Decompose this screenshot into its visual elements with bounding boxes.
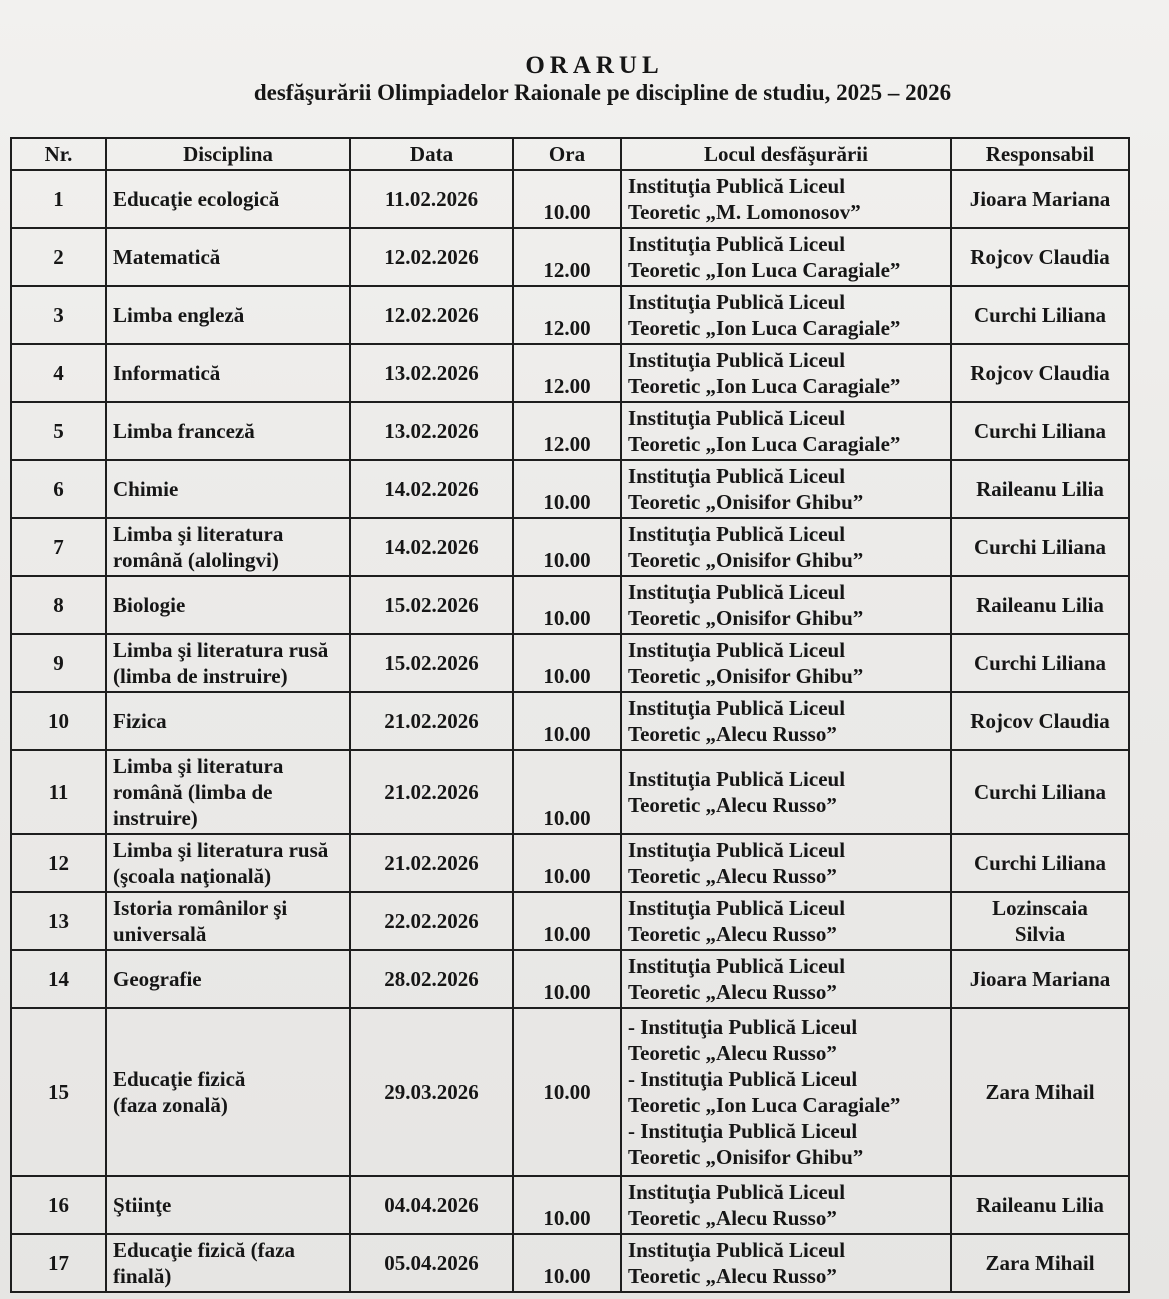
table-row bbox=[11, 344, 1129, 402]
cell-nr: 1 bbox=[11, 170, 106, 228]
cell-time: 12.00 bbox=[513, 344, 621, 402]
table-row bbox=[11, 692, 1129, 750]
table-row bbox=[11, 634, 1129, 692]
cell-location bbox=[621, 228, 951, 286]
table-row bbox=[11, 950, 1129, 1008]
table-row bbox=[11, 518, 1129, 576]
cell-line: Raileanu Lilia bbox=[976, 477, 1104, 501]
cell-time: 10.00 bbox=[513, 460, 621, 518]
cell-line: (limba de instruire) bbox=[113, 664, 288, 688]
cell-line: Educaţie fizică bbox=[113, 1067, 246, 1091]
cell-line: Matematică bbox=[113, 245, 221, 269]
cell-line: Instituţia Publică Liceul bbox=[628, 1238, 846, 1262]
cell-date: 13.02.2026 bbox=[350, 344, 513, 402]
cell-responsible bbox=[951, 634, 1129, 692]
cell-line: Teoretic „Alecu Russo” bbox=[628, 793, 837, 817]
cell-location bbox=[621, 834, 951, 892]
cell-line: Teoretic „Ion Luca Caragiale” bbox=[628, 432, 901, 456]
cell-discipline bbox=[106, 1176, 350, 1234]
cell-nr: 6 bbox=[11, 460, 106, 518]
cell-line: Instituţia Publică Liceul bbox=[628, 406, 846, 430]
cell-line: Zara Mihail bbox=[985, 1080, 1095, 1104]
cell-date: 12.02.2026 bbox=[350, 228, 513, 286]
cell-date: 21.02.2026 bbox=[350, 692, 513, 750]
cell-responsible bbox=[951, 950, 1129, 1008]
cell-line: Geografie bbox=[113, 967, 202, 991]
cell-responsible bbox=[951, 1008, 1129, 1176]
cell-time: 10.00 bbox=[513, 1008, 621, 1176]
cell-date: 04.04.2026 bbox=[350, 1176, 513, 1234]
cell-line: Zara Mihail bbox=[985, 1251, 1095, 1275]
cell-location bbox=[621, 750, 951, 834]
table-row bbox=[11, 576, 1129, 634]
cell-date: 22.02.2026 bbox=[350, 892, 513, 950]
cell-nr: 2 bbox=[11, 228, 106, 286]
document-subtitle: desfăşurării Olimpiadelor Raionale pe discipline de studiu, 2025 – 2026 bbox=[253, 80, 952, 105]
cell-date: 14.02.2026 bbox=[350, 518, 513, 576]
cell-discipline bbox=[106, 950, 350, 1008]
cell-line: Instituţia Publică Liceul bbox=[628, 838, 846, 862]
cell-line: instruire) bbox=[113, 806, 198, 830]
cell-line: Curchi Liliana bbox=[973, 535, 1107, 559]
cell-line: română (limba de bbox=[113, 780, 273, 804]
cell-time: 12.00 bbox=[513, 402, 621, 460]
cell-discipline bbox=[106, 692, 350, 750]
cell-location bbox=[621, 692, 951, 750]
cell-location bbox=[621, 1008, 951, 1176]
table-row bbox=[11, 170, 1129, 228]
cell-location bbox=[621, 634, 951, 692]
cell-responsible bbox=[951, 228, 1129, 286]
cell-location bbox=[621, 1176, 951, 1234]
cell-line: Teoretic „Ion Luca Caragiale” bbox=[628, 1093, 901, 1117]
table-row bbox=[11, 228, 1129, 286]
cell-time: 10.00 bbox=[513, 834, 621, 892]
document-title: ORARUL bbox=[525, 52, 664, 79]
cell-line: Limba şi literatura bbox=[113, 754, 284, 778]
cell-location bbox=[621, 892, 951, 950]
cell-line: Lozinscaia bbox=[992, 896, 1088, 920]
cell-line: Limba şi literatura bbox=[113, 522, 284, 546]
cell-line: Instituţia Publică Liceul bbox=[628, 696, 846, 720]
cell-line: Limba engleză bbox=[113, 303, 245, 327]
cell-line: Fizica bbox=[113, 709, 167, 733]
cell-line: Teoretic „M. Lomonosov” bbox=[628, 200, 861, 224]
cell-line: Teoretic „Alecu Russo” bbox=[628, 722, 837, 746]
cell-line: - Instituţia Publică Liceul bbox=[628, 1067, 858, 1091]
cell-line: Educaţie ecologică bbox=[113, 187, 280, 211]
table-header-row bbox=[11, 138, 1129, 170]
cell-line: Rojcov Claudia bbox=[970, 709, 1110, 733]
cell-date: 13.02.2026 bbox=[350, 402, 513, 460]
cell-responsible bbox=[951, 460, 1129, 518]
cell-responsible bbox=[951, 834, 1129, 892]
cell-location bbox=[621, 576, 951, 634]
cell-line: Jioara Mariana bbox=[969, 967, 1111, 991]
cell-date: 15.02.2026 bbox=[350, 576, 513, 634]
cell-nr: 10 bbox=[11, 692, 106, 750]
cell-date: 15.02.2026 bbox=[350, 634, 513, 692]
cell-discipline bbox=[106, 834, 350, 892]
cell-time: 10.00 bbox=[513, 750, 621, 834]
cell-time: 10.00 bbox=[513, 1234, 621, 1292]
table-row bbox=[11, 892, 1129, 950]
header-time: Ora bbox=[513, 138, 621, 170]
cell-date: 05.04.2026 bbox=[350, 1234, 513, 1292]
cell-line: Teoretic „Alecu Russo” bbox=[628, 1206, 837, 1230]
cell-nr: 7 bbox=[11, 518, 106, 576]
cell-line: (faza zonală) bbox=[113, 1093, 228, 1117]
cell-line: Chimie bbox=[113, 477, 179, 501]
cell-date: 28.02.2026 bbox=[350, 950, 513, 1008]
header-nr: Nr. bbox=[11, 138, 106, 170]
cell-line: Educaţie fizică (faza bbox=[113, 1238, 295, 1262]
cell-line: Teoretic „Ion Luca Caragiale” bbox=[628, 374, 901, 398]
cell-responsible bbox=[951, 750, 1129, 834]
cell-line: Teoretic „Alecu Russo” bbox=[628, 922, 837, 946]
cell-time: 10.00 bbox=[513, 892, 621, 950]
cell-discipline bbox=[106, 750, 350, 834]
cell-date: 11.02.2026 bbox=[350, 170, 513, 228]
cell-nr: 9 bbox=[11, 634, 106, 692]
cell-line: Curchi Liliana bbox=[973, 303, 1107, 327]
cell-line: Biologie bbox=[113, 593, 186, 617]
cell-line: Ştiinţe bbox=[113, 1193, 172, 1217]
cell-discipline bbox=[106, 170, 350, 228]
cell-line: Instituţia Publică Liceul bbox=[628, 522, 846, 546]
cell-date: 21.02.2026 bbox=[350, 834, 513, 892]
cell-date: 21.02.2026 bbox=[350, 750, 513, 834]
cell-line: Teoretic „Alecu Russo” bbox=[628, 1041, 837, 1065]
cell-location bbox=[621, 170, 951, 228]
header-location: Locul desfăşurării bbox=[621, 138, 951, 170]
cell-location bbox=[621, 286, 951, 344]
cell-line: Limba şi literatura rusă bbox=[113, 838, 329, 862]
cell-time: 10.00 bbox=[513, 518, 621, 576]
header-discipline: Disciplina bbox=[106, 138, 350, 170]
cell-nr: 14 bbox=[11, 950, 106, 1008]
cell-discipline bbox=[106, 1008, 350, 1176]
cell-line: Raileanu Lilia bbox=[976, 593, 1104, 617]
cell-line: (şcoala naţională) bbox=[113, 864, 272, 888]
cell-line: Istoria românilor şi bbox=[113, 896, 288, 920]
cell-line: Instituţia Publică Liceul bbox=[628, 638, 846, 662]
cell-discipline bbox=[106, 576, 350, 634]
cell-line: Silvia bbox=[1014, 922, 1066, 946]
cell-line: Instituţia Publică Liceul bbox=[628, 954, 846, 978]
cell-line: Teoretic „Alecu Russo” bbox=[628, 864, 837, 888]
cell-time: 12.00 bbox=[513, 228, 621, 286]
cell-responsible bbox=[951, 1176, 1129, 1234]
cell-line: Limba şi literatura rusă bbox=[113, 638, 329, 662]
cell-location bbox=[621, 344, 951, 402]
cell-line: finală) bbox=[113, 1264, 172, 1288]
cell-line: Instituţia Publică Liceul bbox=[628, 464, 846, 488]
cell-line: Instituţia Publică Liceul bbox=[628, 290, 846, 314]
cell-nr: 3 bbox=[11, 286, 106, 344]
cell-nr: 4 bbox=[11, 344, 106, 402]
cell-date: 14.02.2026 bbox=[350, 460, 513, 518]
table-row bbox=[11, 1176, 1129, 1234]
cell-responsible bbox=[951, 892, 1129, 950]
cell-responsible bbox=[951, 402, 1129, 460]
cell-responsible bbox=[951, 1234, 1129, 1292]
cell-line: Instituţia Publică Liceul bbox=[628, 896, 846, 920]
cell-line: Curchi Liliana bbox=[973, 651, 1107, 675]
header-responsible: Responsabil bbox=[951, 138, 1129, 170]
cell-line: Raileanu Lilia bbox=[976, 1193, 1104, 1217]
cell-line: Teoretic „Onisifor Ghibu” bbox=[628, 490, 864, 514]
cell-responsible bbox=[951, 576, 1129, 634]
table-row bbox=[11, 402, 1129, 460]
cell-line: Teoretic „Alecu Russo” bbox=[628, 980, 837, 1004]
cell-location bbox=[621, 518, 951, 576]
cell-nr: 15 bbox=[11, 1008, 106, 1176]
cell-discipline bbox=[106, 344, 350, 402]
cell-line: Limba franceză bbox=[113, 419, 255, 443]
cell-line: Instituţia Publică Liceul bbox=[628, 580, 846, 604]
cell-responsible bbox=[951, 692, 1129, 750]
cell-line: Instituţia Publică Liceul bbox=[628, 348, 846, 372]
cell-line: Curchi Liliana bbox=[973, 419, 1107, 443]
cell-discipline bbox=[106, 1234, 350, 1292]
cell-time: 10.00 bbox=[513, 170, 621, 228]
cell-line: Rojcov Claudia bbox=[970, 361, 1110, 385]
cell-nr: 8 bbox=[11, 576, 106, 634]
cell-discipline bbox=[106, 228, 350, 286]
header-date: Data bbox=[350, 138, 513, 170]
cell-date: 29.03.2026 bbox=[350, 1008, 513, 1176]
table-row bbox=[11, 460, 1129, 518]
cell-time: 10.00 bbox=[513, 1176, 621, 1234]
cell-nr: 11 bbox=[11, 750, 106, 834]
table-row bbox=[11, 286, 1129, 344]
cell-line: Curchi Liliana bbox=[973, 780, 1107, 804]
cell-discipline bbox=[106, 460, 350, 518]
cell-line: Teoretic „Onisifor Ghibu” bbox=[628, 548, 864, 572]
cell-line: Teoretic „Onisifor Ghibu” bbox=[628, 1145, 864, 1169]
cell-discipline bbox=[106, 286, 350, 344]
cell-responsible bbox=[951, 170, 1129, 228]
table-row bbox=[11, 1008, 1129, 1176]
cell-time: 10.00 bbox=[513, 634, 621, 692]
cell-nr: 17 bbox=[11, 1234, 106, 1292]
cell-line: Teoretic „Onisifor Ghibu” bbox=[628, 606, 864, 630]
cell-line: Instituţia Publică Liceul bbox=[628, 232, 846, 256]
table-body bbox=[11, 170, 1129, 1292]
cell-responsible bbox=[951, 344, 1129, 402]
cell-line: - Instituţia Publică Liceul bbox=[628, 1015, 858, 1039]
cell-nr: 13 bbox=[11, 892, 106, 950]
cell-line: Teoretic „Ion Luca Caragiale” bbox=[628, 258, 901, 282]
cell-time: 10.00 bbox=[513, 576, 621, 634]
cell-line: Informatică bbox=[113, 361, 221, 385]
cell-line: Instituţia Publică Liceul bbox=[628, 174, 846, 198]
cell-line: Rojcov Claudia bbox=[970, 245, 1110, 269]
cell-location bbox=[621, 1234, 951, 1292]
cell-nr: 5 bbox=[11, 402, 106, 460]
cell-line: - Instituţia Publică Liceul bbox=[628, 1119, 858, 1143]
cell-line: Teoretic „Ion Luca Caragiale” bbox=[628, 316, 901, 340]
cell-line: universală bbox=[113, 922, 207, 946]
table-row bbox=[11, 1234, 1129, 1292]
cell-location bbox=[621, 950, 951, 1008]
cell-responsible bbox=[951, 518, 1129, 576]
cell-discipline bbox=[106, 634, 350, 692]
cell-date: 12.02.2026 bbox=[350, 286, 513, 344]
cell-line: Teoretic „Onisifor Ghibu” bbox=[628, 664, 864, 688]
cell-line: Instituţia Publică Liceul bbox=[628, 1180, 846, 1204]
cell-time: 12.00 bbox=[513, 286, 621, 344]
cell-discipline bbox=[106, 402, 350, 460]
cell-line: română (alolingvi) bbox=[113, 548, 279, 572]
cell-responsible bbox=[951, 286, 1129, 344]
cell-location bbox=[621, 460, 951, 518]
table-row bbox=[11, 834, 1129, 892]
cell-line: Curchi Liliana bbox=[973, 851, 1107, 875]
cell-discipline bbox=[106, 518, 350, 576]
cell-time: 10.00 bbox=[513, 950, 621, 1008]
cell-nr: 16 bbox=[11, 1176, 106, 1234]
table-row bbox=[11, 750, 1129, 834]
cell-line: Jioara Mariana bbox=[969, 187, 1111, 211]
cell-line: Teoretic „Alecu Russo” bbox=[628, 1264, 837, 1288]
cell-line: Instituţia Publică Liceul bbox=[628, 767, 846, 791]
schedule-table bbox=[10, 137, 1130, 1293]
cell-discipline bbox=[106, 892, 350, 950]
cell-nr: 12 bbox=[11, 834, 106, 892]
cell-location bbox=[621, 402, 951, 460]
cell-time: 10.00 bbox=[513, 692, 621, 750]
